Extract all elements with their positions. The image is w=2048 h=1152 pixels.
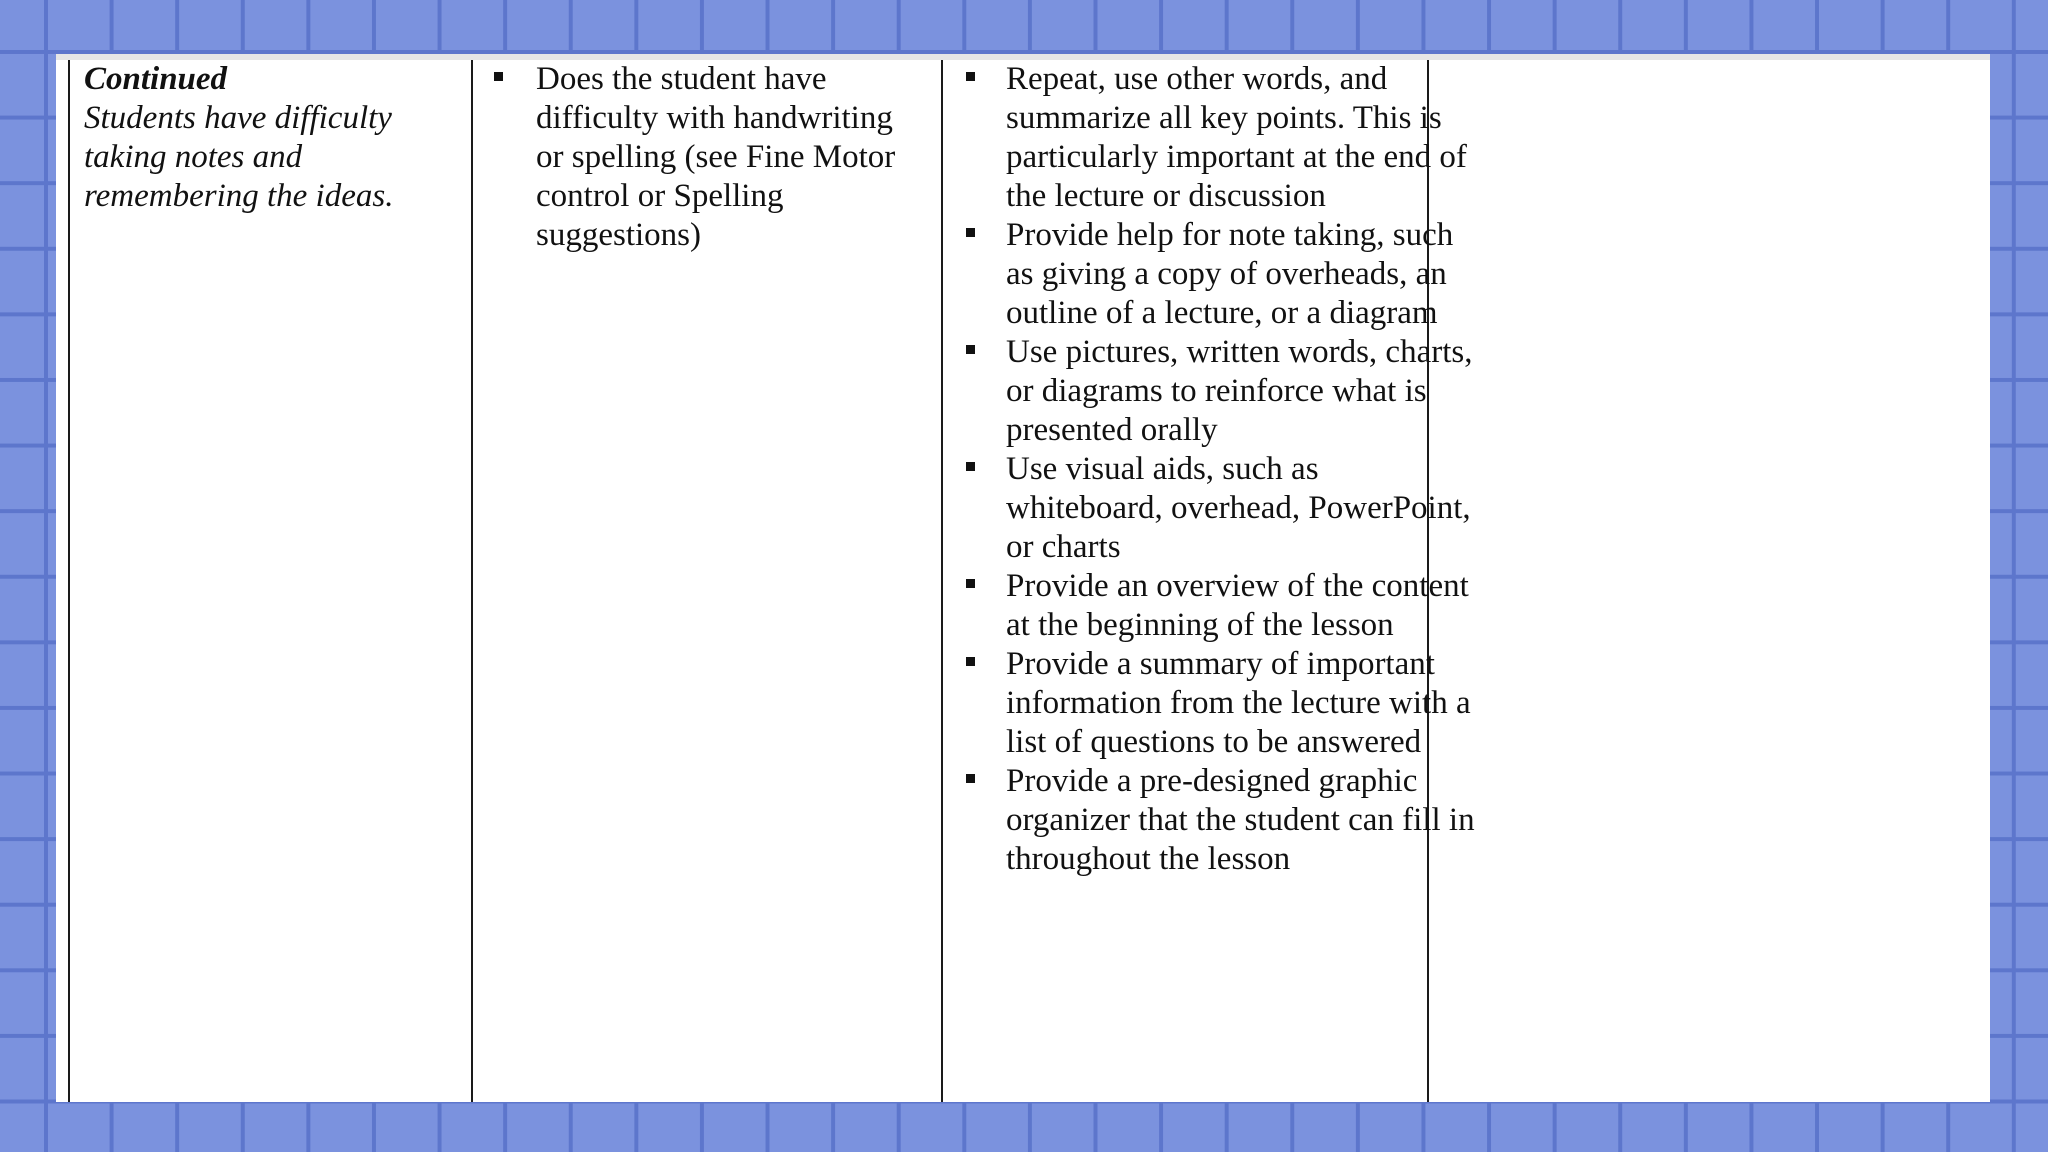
square-bullet-icon [966,579,975,588]
question-list [488,60,928,255]
list-item-text: Provide an overview of the content at the beginning of the lesson [1006,568,1469,643]
square-bullet-icon [966,72,975,81]
square-bullet-icon [966,774,975,783]
cell-heading: Continued [84,61,228,97]
strategy-list [962,60,1482,879]
list-item [962,216,1482,333]
list-item-text: Provide a pre-designed graphic organizer that the student can fill in throughout the lesson [1006,763,1475,877]
square-bullet-icon [966,228,975,237]
list-item [962,762,1482,879]
square-bullet-icon [966,345,975,354]
table-cell-strategies [962,54,1482,879]
square-bullet-icon [966,462,975,471]
list-item-text: Use pictures, written words, charts, or diagrams to reinforce what is presented orally [1006,334,1473,448]
table-cell-questions [488,54,928,255]
cell-description: Students have difficulty taking notes and remembering the ideas. [84,100,394,214]
table-divider-1 [471,60,473,1102]
table-border-left [68,60,70,1102]
list-item-text: Does the student have difficulty with handwriting or spelling (see Fine Motor control or Spelling suggestions) [536,61,896,253]
list-item [962,333,1482,450]
list-item-text: Repeat, use other words, and summarize all key points. This is particularly important at the end of the lecture or discussion [1006,61,1467,214]
square-bullet-icon [966,657,975,666]
list-item [488,60,928,255]
list-item [962,60,1482,216]
list-item-text: Provide help for note taking, such as giving a copy of overheads, an outline of a lecture, or a diagram [1006,217,1454,331]
list-item [962,567,1482,645]
list-item-text: Use visual aids, such as whiteboard, overhead, PowerPoint, or charts [1006,451,1471,565]
table-cell-topic [84,54,454,216]
table-divider-2 [941,60,943,1102]
square-bullet-icon [494,72,503,81]
list-item-text: Provide a summary of important information from the lecture with a list of questions to be answered [1006,646,1471,760]
list-item [962,450,1482,567]
document-page [56,54,1990,1102]
list-item [962,645,1482,762]
